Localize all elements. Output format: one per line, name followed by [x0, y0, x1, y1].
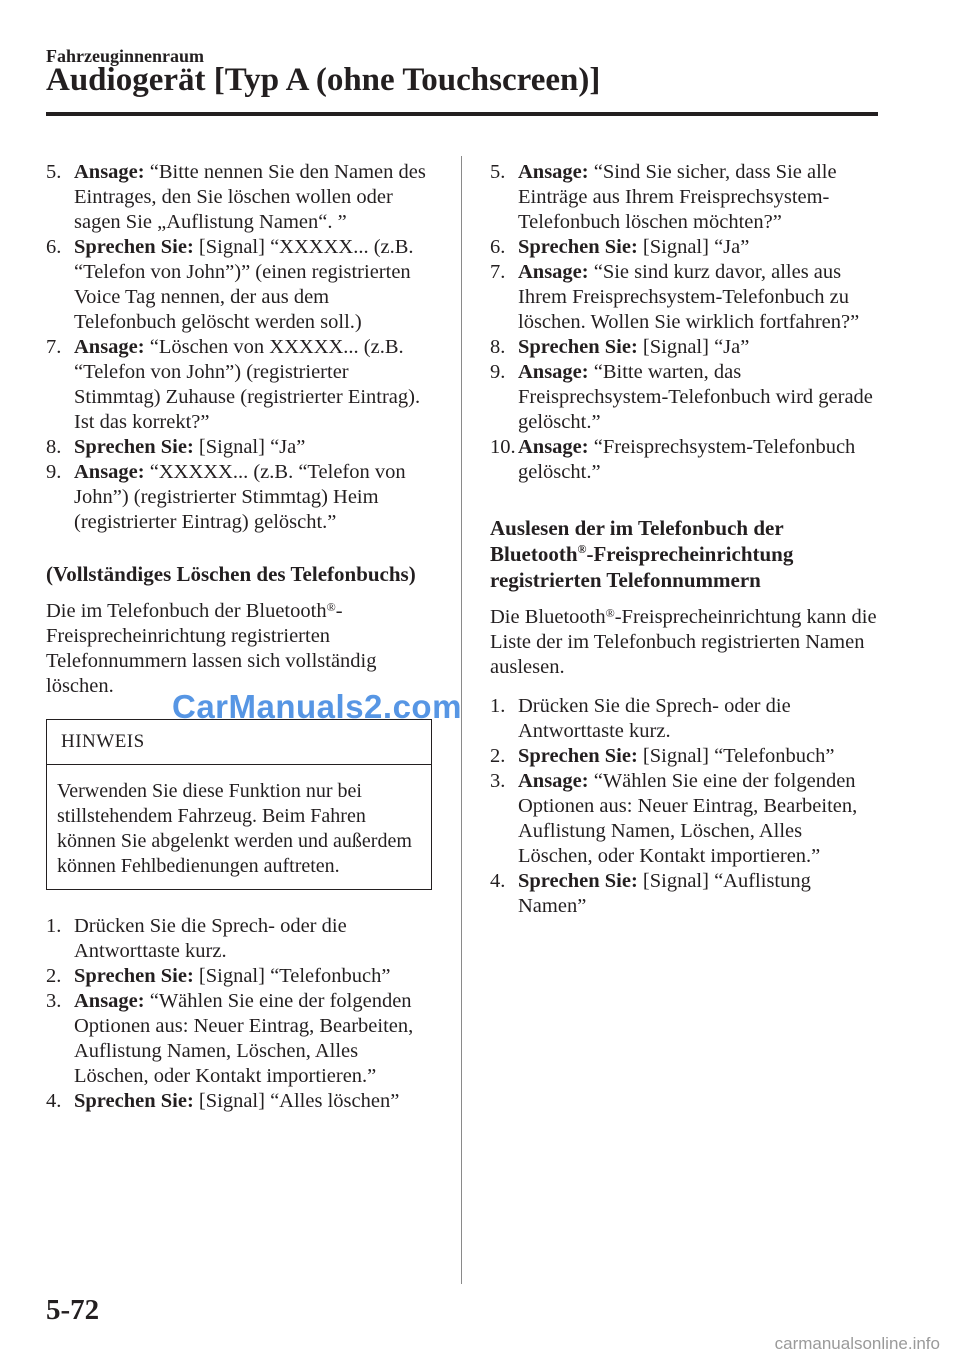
header-rule [46, 112, 878, 116]
step-item: 7. Ansage: “Sie sind kurz davor, alles aus Ihrem Freisprechsystem-Telefonbuch zu löschen. Wollen Sie wirklich fortfahren?” [490, 261, 860, 333]
intro-paragraph: Die Bluetooth®-Freisprecheinrichtung kann die Liste der im Telefonbuch registrierten Namen auslesen. [490, 606, 877, 678]
step-list [490, 160, 880, 485]
step-item: 3. Ansage: “Wählen Sie eine der folgenden Optionen aus: Neuer Eintrag, Bearbeiten, Auflistung Namen, Löschen, Alles Löschen, oder Kontakt importieren.” [490, 770, 858, 867]
note-box [46, 719, 432, 890]
note-body: Verwenden Sie diese Funktion nur bei stillstehendem Fahrzeug. Beim Fahren können Sie abgelenkt werden und außerdem können Fehlbedienungen auftreten. [57, 780, 412, 877]
step-list [490, 694, 880, 919]
watermark-logo: CarManuals2.com [172, 688, 462, 725]
note-title: HINWEIS [47, 720, 431, 765]
step-item: 6. Sprechen Sie: [Signal] “XXXXX... (z.B. “Telefon von John”)” (einen registrierten Voice Tag nennen, der aus dem Telefonbuch gelöscht werden soll.) [46, 236, 414, 333]
step-item: 5. Ansage: “Bitte nennen Sie den Namen des Eintrages, den Sie löschen wollen oder sagen Sie „Auflistung Namen“. ” [46, 161, 426, 233]
footer-link[interactable]: carmanualsonline.info [774, 1334, 940, 1353]
intro-paragraph: Die im Telefonbuch der Bluetooth®-Freisprecheinrichtung registrierten Telefonnummern lassen sich vollständig löschen. [46, 600, 377, 697]
step-item: 1. Drücken Sie die Sprech- oder die Antworttaste kurz. [46, 915, 347, 962]
step-item: 9. Ansage: “XXXXX... (z.B. “Telefon von John”) (registrierter Stimmtag) Heim (registrierter Eintrag) gelöscht.” [46, 461, 406, 533]
step-item: 4. Sprechen Sie: [Signal] “Alles löschen” [46, 1090, 400, 1112]
right-column [490, 160, 880, 919]
step-item: 3. Ansage: “Wählen Sie eine der folgenden Optionen aus: Neuer Eintrag, Bearbeiten, Auflistung Namen, Löschen, Alles Löschen, oder Kontakt importieren.” [46, 990, 414, 1087]
step-item: 1. Drücken Sie die Sprech- oder die Antworttaste kurz. [490, 695, 791, 742]
step-item: 8. Sprechen Sie: [Signal] “Ja” [490, 336, 750, 358]
section-label: Fahrzeuginnenraum [46, 46, 205, 66]
step-item: 4. Sprechen Sie: [Signal] “Auflistung Namen” [490, 870, 811, 917]
step-item: 9. Ansage: “Bitte warten, das Freisprechsystem-Telefonbuch wird gerade gelöscht.” [490, 361, 873, 433]
left-column [46, 160, 436, 1114]
step-item: 2. Sprechen Sie: [Signal] “Telefonbuch” [46, 965, 391, 987]
step-item: 8. Sprechen Sie: [Signal] “Ja” [46, 436, 306, 458]
page-number: 5-72 [46, 1294, 100, 1326]
step-list [46, 160, 436, 535]
step-item: 10. Ansage: “Freisprechsystem-Telefonbuch gelöscht.” [490, 436, 856, 483]
page-title: Audiogerät [Typ A (ohne Touchscreen)] [46, 62, 601, 98]
step-item: 7. Ansage: “Löschen von XXXXX... (z.B. “Telefon von John”) (registrierter Stimmtag) Zuhause (registrierter Eintrag). Ist das korrekt?” [46, 336, 421, 433]
step-item: 6. Sprechen Sie: [Signal] “Ja” [490, 236, 750, 258]
section-heading: Auslesen der im Telefonbuch der Bluetooth®-Freisprecheinrichtung registrierten Telefonnummern [490, 516, 794, 592]
step-item: 2. Sprechen Sie: [Signal] “Telefonbuch” [490, 745, 835, 767]
step-item: 5. Ansage: “Sind Sie sicher, dass Sie alle Einträge aus Ihrem Freisprechsystem-Telefonbuch löschen möchten?” [490, 161, 837, 233]
step-list [46, 914, 436, 1114]
section-heading: (Vollständiges Löschen des Telefonbuchs) [46, 562, 416, 586]
